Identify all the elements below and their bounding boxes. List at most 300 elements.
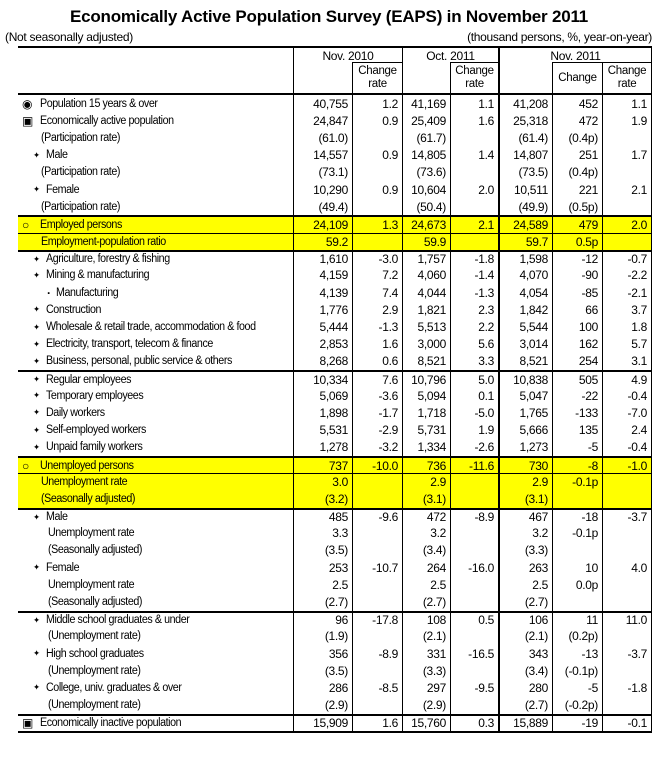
row-label: (Participation rate) [41, 200, 121, 213]
value-cell: (2.7) [498, 697, 552, 714]
diamond-bullet-icon: ✦ [33, 355, 41, 366]
value-cell: (-0.1p) [552, 662, 602, 679]
table-row [18, 525, 652, 542]
value-cell [450, 542, 498, 559]
value-cell: -3.6 [352, 387, 402, 404]
value-cell: 1,842 [498, 301, 552, 318]
value-cell: 4,139 [293, 284, 352, 301]
value-cell: (0.4p) [552, 129, 602, 146]
value-cell: 7.4 [352, 284, 402, 301]
table-row [18, 473, 652, 490]
row-label-cell [18, 129, 293, 146]
header-group-oct-2011 [402, 48, 498, 93]
diamond-bullet-icon: ✦ [33, 253, 41, 264]
row-label: College, univ. graduates & over [46, 681, 182, 694]
row-label: Wholesale & retail trade, accommodation & food [46, 321, 256, 334]
diamond-bullet-icon: ✦ [33, 338, 41, 349]
value-cell [602, 474, 652, 490]
value-cell: 10,604 [402, 181, 450, 198]
value-cell: 24,589 [498, 217, 552, 232]
value-cell: -133 [552, 404, 602, 421]
value-cell [352, 474, 402, 490]
value-cell: 263 [498, 559, 552, 576]
value-cell: 472 [552, 112, 602, 129]
value-cell [552, 593, 602, 610]
value-cell: -0.1 [602, 716, 652, 731]
row-label-cell [18, 112, 293, 129]
value-cell: -10.7 [352, 559, 402, 576]
row-label-cell [18, 301, 293, 318]
eaps-table [18, 46, 652, 733]
value-cell: -8.9 [352, 645, 402, 662]
value-cell: 2.0 [450, 181, 498, 198]
value-cell: 4,060 [402, 267, 450, 284]
header-change-rate-nov-2010: Change rate [352, 62, 402, 93]
value-cell: -17.8 [352, 613, 402, 628]
header-change-rate-nov-2011: Change rate [602, 62, 651, 93]
value-cell: 730 [498, 458, 552, 473]
value-cell: -19 [552, 716, 602, 731]
page-header [0, 0, 658, 46]
row-label-cell [18, 613, 293, 628]
row-label-cell [18, 542, 293, 559]
value-cell: 40,755 [293, 95, 352, 112]
value-cell: (3.3) [498, 542, 552, 559]
value-cell: 2.1 [450, 217, 498, 232]
table-row [18, 714, 652, 731]
value-cell: 5.6 [450, 336, 498, 353]
row-label: Unemployment rate [48, 527, 135, 540]
value-cell [602, 662, 652, 679]
value-cell: -2.1 [602, 284, 652, 301]
value-cell: (73.6) [402, 164, 450, 181]
value-cell: 11.0 [602, 613, 652, 628]
value-cell [450, 525, 498, 542]
value-cell: 24,109 [293, 217, 352, 232]
value-cell: 1.7 [602, 147, 652, 164]
value-cell: 254 [552, 353, 602, 370]
table-row [18, 233, 652, 250]
value-cell: (3.4) [402, 542, 450, 559]
row-label-cell [18, 576, 293, 593]
value-cell: 2.1 [602, 181, 652, 198]
row-label: Middle school graduates & under [46, 614, 190, 627]
value-cell [602, 628, 652, 645]
value-cell: 3.1 [602, 353, 652, 370]
value-cell: (61.0) [293, 129, 352, 146]
value-cell: (-0.2p) [552, 697, 602, 714]
value-cell: 4,070 [498, 267, 552, 284]
value-cell: 14,807 [498, 147, 552, 164]
row-label: (Participation rate) [41, 131, 121, 144]
value-cell: 5.0 [450, 372, 498, 387]
value-cell: 5,544 [498, 318, 552, 335]
header-group-nov-2011 [498, 48, 652, 93]
row-label: Male [46, 149, 68, 162]
row-label: Employed persons [40, 218, 122, 231]
value-cell: (3.3) [402, 662, 450, 679]
value-cell: -13 [552, 645, 602, 662]
value-cell: 2.5 [293, 576, 352, 593]
diamond-bullet-icon: ✦ [33, 269, 41, 280]
value-cell: (61.7) [402, 129, 450, 146]
value-cell: 4.9 [602, 372, 652, 387]
row-label-cell [18, 559, 293, 576]
value-cell: -16.5 [450, 645, 498, 662]
value-cell: -5.0 [450, 404, 498, 421]
table-row [18, 301, 652, 318]
header-group-nov-2010 [293, 48, 402, 93]
row-label-cell [18, 336, 293, 353]
value-cell [602, 198, 652, 215]
row-label-cell [18, 318, 293, 335]
row-label-cell [18, 697, 293, 714]
table-row [18, 508, 652, 525]
value-cell: 2.2 [450, 318, 498, 335]
row-label-cell [18, 353, 293, 370]
row-label-cell [18, 422, 293, 439]
table-row [18, 559, 652, 576]
row-label: Unemployment rate [48, 578, 135, 591]
row-label: High school graduates [46, 647, 144, 660]
value-cell: -16.0 [450, 559, 498, 576]
value-cell: 0.5p [552, 234, 602, 250]
table-row [18, 267, 652, 284]
value-cell: 10,290 [293, 181, 352, 198]
value-cell [602, 164, 652, 181]
diamond-bullet-icon: ✦ [33, 184, 41, 195]
value-cell: (3.2) [293, 490, 352, 507]
value-cell: -12 [552, 252, 602, 267]
table-row [18, 490, 652, 507]
table-row [18, 250, 652, 267]
row-label-cell [18, 458, 293, 473]
page-title: Economically Active Population Survey (EAPS) in November 2011 [69, 7, 589, 26]
value-cell [352, 490, 402, 507]
row-label-cell [18, 267, 293, 284]
value-cell: 5,444 [293, 318, 352, 335]
value-cell: 10,334 [293, 372, 352, 387]
value-cell [352, 593, 402, 610]
value-cell: (2.1) [402, 628, 450, 645]
value-cell: 0.5 [450, 613, 498, 628]
row-label-cell [18, 217, 293, 232]
value-cell [602, 697, 652, 714]
row-label-cell [18, 716, 293, 731]
value-cell: 7.2 [352, 267, 402, 284]
value-cell: 1.6 [352, 716, 402, 731]
value-cell: 3,000 [402, 336, 450, 353]
value-cell: -8.5 [352, 679, 402, 696]
table-row [18, 422, 652, 439]
value-cell [450, 662, 498, 679]
diamond-bullet-icon: ✦ [33, 390, 41, 401]
value-cell: 8,268 [293, 353, 352, 370]
value-cell: 0.0p [552, 576, 602, 593]
diamond-bullet-icon: ✦ [33, 424, 41, 435]
value-cell: 1,765 [498, 404, 552, 421]
table-row [18, 198, 652, 215]
row-label: Employment-population ratio [41, 235, 166, 248]
value-cell: -3.2 [352, 439, 402, 456]
fisheye-bullet-icon: ◉ [22, 96, 33, 111]
value-cell: 4.0 [602, 559, 652, 576]
value-cell: 3.2 [402, 525, 450, 542]
row-label: (Participation rate) [41, 166, 121, 179]
row-label-cell [18, 234, 293, 250]
header-label-nov-2010: Nov. 2010 [322, 49, 374, 63]
value-cell: 3.3 [450, 353, 498, 370]
table-row [18, 112, 652, 129]
row-label-cell [18, 490, 293, 507]
table-row [18, 628, 652, 645]
value-cell [352, 697, 402, 714]
value-cell: 14,805 [402, 147, 450, 164]
row-label: Manufacturing [56, 286, 119, 299]
value-cell: 286 [293, 679, 352, 696]
row-label: Business, personal, public service & others [46, 355, 232, 368]
value-cell: (1.9) [293, 628, 352, 645]
row-label: (Seasonally adjusted) [41, 492, 136, 505]
value-cell: 0.6 [352, 353, 402, 370]
row-label: Electricity, transport, telecom & finance [46, 338, 213, 351]
value-cell: (2.9) [402, 697, 450, 714]
table-row [18, 318, 652, 335]
value-cell: -2.2 [602, 267, 652, 284]
value-cell: -18 [552, 510, 602, 525]
value-cell: -2.9 [352, 422, 402, 439]
row-label-cell [18, 198, 293, 215]
value-cell [450, 697, 498, 714]
value-cell: 297 [402, 679, 450, 696]
value-cell: 2.4 [602, 422, 652, 439]
row-label-cell [18, 474, 293, 490]
value-cell: 1,821 [402, 301, 450, 318]
diamond-bullet-icon: ✦ [33, 614, 41, 625]
value-cell: 505 [552, 372, 602, 387]
diamond-bullet-icon: ✦ [33, 374, 41, 385]
table-row [18, 576, 652, 593]
value-cell: 5,666 [498, 422, 552, 439]
value-cell: (3.5) [293, 662, 352, 679]
value-cell [450, 576, 498, 593]
value-cell: -1.8 [450, 252, 498, 267]
value-cell [352, 628, 402, 645]
value-cell: 25,409 [402, 112, 450, 129]
row-label: Economically active population [40, 114, 174, 127]
value-cell [450, 474, 498, 490]
value-cell: 467 [498, 510, 552, 525]
value-cell: 3.2 [498, 525, 552, 542]
header-label-oct-2011: Oct. 2011 [426, 49, 475, 63]
value-cell: 3,014 [498, 336, 552, 353]
table-row [18, 679, 652, 696]
value-cell: 736 [402, 458, 450, 473]
note-units: (thousand persons, %, year-on-year) [467, 30, 652, 44]
value-cell [602, 525, 652, 542]
value-cell: -3.0 [352, 252, 402, 267]
value-cell: 15,909 [293, 716, 352, 731]
row-label: Economically inactive population [40, 717, 182, 730]
value-cell: 106 [498, 613, 552, 628]
value-cell [450, 129, 498, 146]
value-cell: 10,796 [402, 372, 450, 387]
diamond-bullet-icon: ✦ [33, 304, 41, 315]
value-cell [352, 662, 402, 679]
table-row [18, 95, 652, 112]
value-cell: -22 [552, 387, 602, 404]
square-bullet-icon: ▣ [22, 716, 34, 731]
value-cell: 41,208 [498, 95, 552, 112]
value-cell: 24,847 [293, 112, 352, 129]
row-label-cell [18, 95, 293, 112]
value-cell: 5,731 [402, 422, 450, 439]
row-label-cell [18, 525, 293, 542]
value-cell: 0.9 [352, 112, 402, 129]
value-cell: 2.3 [450, 301, 498, 318]
value-cell: 135 [552, 422, 602, 439]
value-cell: 343 [498, 645, 552, 662]
row-label: Construction [46, 303, 102, 316]
value-cell: (2.7) [498, 593, 552, 610]
value-cell: -1.7 [352, 404, 402, 421]
value-cell: (0.5p) [552, 198, 602, 215]
value-cell: 10,838 [498, 372, 552, 387]
value-cell: 1,273 [498, 439, 552, 456]
header-change-rate-oct-2011: Change rate [450, 62, 498, 93]
value-cell: 4,159 [293, 267, 352, 284]
value-cell: (2.9) [293, 697, 352, 714]
value-cell: 41,169 [402, 95, 450, 112]
row-label-cell [18, 284, 293, 301]
value-cell: -5 [552, 679, 602, 696]
table-row [18, 147, 652, 164]
row-label-cell [18, 510, 293, 525]
diamond-bullet-icon: ✦ [33, 407, 41, 418]
value-cell: 356 [293, 645, 352, 662]
row-label: (Unemployment rate) [48, 630, 141, 643]
diamond-bullet-icon: ✦ [33, 648, 41, 659]
table-row [18, 611, 652, 628]
value-cell: 737 [293, 458, 352, 473]
value-cell [352, 542, 402, 559]
table-row [18, 353, 652, 370]
value-cell: 5.7 [602, 336, 652, 353]
value-cell: 162 [552, 336, 602, 353]
row-label: (Seasonally adjusted) [48, 596, 143, 609]
value-cell: -1.3 [450, 284, 498, 301]
value-cell [450, 628, 498, 645]
value-cell [352, 576, 402, 593]
table-body [18, 95, 652, 733]
table-row [18, 164, 652, 181]
diamond-bullet-icon: ✦ [33, 321, 41, 332]
row-label: (Unemployment rate) [48, 664, 141, 677]
table-row [18, 645, 652, 662]
value-cell: 5,094 [402, 387, 450, 404]
table-row [18, 662, 652, 679]
value-cell: 485 [293, 510, 352, 525]
row-label: Unpaid family workers [46, 441, 143, 454]
value-cell [602, 234, 652, 250]
value-cell: -1.8 [602, 679, 652, 696]
value-cell: 15,889 [498, 716, 552, 731]
value-cell: 5,047 [498, 387, 552, 404]
value-cell: 7.6 [352, 372, 402, 387]
value-cell [450, 164, 498, 181]
row-label: (Unemployment rate) [48, 699, 141, 712]
row-label: Regular employees [46, 373, 132, 386]
value-cell: -0.1p [552, 474, 602, 490]
value-cell: (3.4) [498, 662, 552, 679]
row-label-cell [18, 387, 293, 404]
value-cell: (73.1) [293, 164, 352, 181]
value-cell: 479 [552, 217, 602, 232]
value-cell: 5,069 [293, 387, 352, 404]
value-cell: -0.4 [602, 387, 652, 404]
value-cell: 1.6 [352, 336, 402, 353]
value-cell: 0.3 [450, 716, 498, 731]
value-cell: 1.3 [352, 217, 402, 232]
value-cell: -3.7 [602, 645, 652, 662]
row-label-cell [18, 147, 293, 164]
value-cell: 253 [293, 559, 352, 576]
value-cell: 1,718 [402, 404, 450, 421]
note-not-seasonally-adjusted: (Not seasonally adjusted) [5, 30, 133, 44]
value-cell: 251 [552, 147, 602, 164]
table-row [18, 697, 652, 714]
value-cell: (61.4) [498, 129, 552, 146]
row-label: Agriculture, forestry & fishing [46, 253, 170, 266]
table-row [18, 439, 652, 456]
value-cell: 1.2 [352, 95, 402, 112]
header-change-nov-2011: Change [552, 62, 602, 93]
value-cell: 1.6 [450, 112, 498, 129]
value-cell: 11 [552, 613, 602, 628]
value-cell: 5,531 [293, 422, 352, 439]
value-cell: 2.5 [402, 576, 450, 593]
value-cell: 3.3 [293, 525, 352, 542]
value-cell: -7.0 [602, 404, 652, 421]
value-cell: -8.9 [450, 510, 498, 525]
diamond-bullet-icon: ✦ [33, 149, 41, 160]
value-cell: 2.5 [498, 576, 552, 593]
square-bullet-icon: ▣ [22, 113, 34, 128]
value-cell: 8,521 [402, 353, 450, 370]
value-cell: 24,673 [402, 217, 450, 232]
value-cell: 0.9 [352, 181, 402, 198]
value-cell: 1.9 [602, 112, 652, 129]
value-cell: -5 [552, 439, 602, 456]
table-row [18, 542, 652, 559]
value-cell: 59.2 [293, 234, 352, 250]
value-cell [602, 593, 652, 610]
table-notes [0, 27, 658, 44]
value-cell: 100 [552, 318, 602, 335]
value-cell [352, 164, 402, 181]
value-cell: 1,334 [402, 439, 450, 456]
value-cell: 0.1 [450, 387, 498, 404]
value-cell: 59.9 [402, 234, 450, 250]
value-cell [450, 490, 498, 507]
value-cell: 5,513 [402, 318, 450, 335]
row-label-cell [18, 252, 293, 267]
value-cell: 1,598 [498, 252, 552, 267]
value-cell: (2.1) [498, 628, 552, 645]
row-label: Female [46, 561, 80, 574]
value-cell: 66 [552, 301, 602, 318]
row-label-cell [18, 593, 293, 610]
